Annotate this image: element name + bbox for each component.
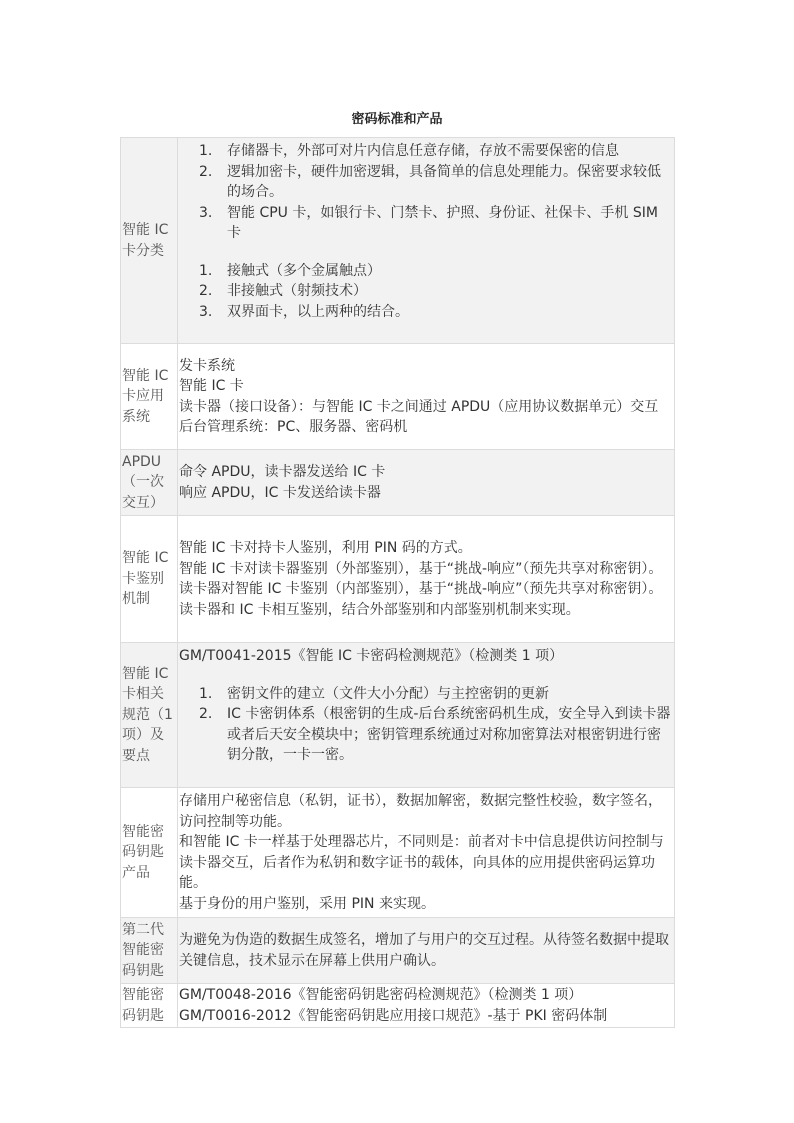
spec-points-list bbox=[179, 684, 673, 766]
text-line: 智能 IC 卡对读卡器鉴别（外部鉴别），基于“挑战-响应”（预先共享对称密钥）。 bbox=[179, 560, 663, 577]
interface-type-list bbox=[179, 261, 673, 323]
text-line: 命令 APDU，读卡器发送给 IC 卡 bbox=[179, 464, 386, 480]
table-row bbox=[121, 984, 675, 1028]
row-label: 智能 IC 卡相关规范（1 项）及要点 bbox=[121, 643, 178, 788]
text-line: 后台管理系统：PC、服务器、密码机 bbox=[179, 419, 408, 435]
list-item: 2. 逻辑加密卡，硬件加密逻辑，具备简单的信息处理能力。保密要求较低的场合。 bbox=[199, 163, 661, 200]
list-item: 1. 存储器卡，外部可对片内信息任意存储，存放不需要保密的信息 bbox=[199, 143, 619, 159]
row-content bbox=[178, 643, 675, 788]
list-item: 1. 密钥文件的建立（文件大小分配）与主控密钥的更新 bbox=[199, 685, 549, 702]
text-line: 智能 IC 卡对持卡人鉴别，利用 PIN 码的方式。 bbox=[179, 540, 472, 556]
row-label: 智能 IC 卡应用系统 bbox=[121, 344, 178, 450]
list-item: 3. 双界面卡，以上两种的结合。 bbox=[199, 303, 409, 320]
text-line: 存储用户秘密信息（私钥，证书），数据加解密，数据完整性校验，数字签名，访问控制等功能。 bbox=[179, 793, 662, 830]
text-line: 响应 APDU，IC 卡发送给读卡器 bbox=[179, 484, 381, 501]
text-line: 发卡系统 bbox=[179, 357, 235, 374]
text-line: 读卡器和 IC 卡相互鉴别，结合外部鉴别和内部鉴别机制来实现。 bbox=[179, 601, 580, 618]
text-line: 和智能 IC 卡一样基于处理器芯片，不同则是：前者对卡中信息提供访问控制与读卡器交互，后者作为私钥和数字证书的载体，向具体的应用提供密码运算功能。 bbox=[179, 834, 664, 891]
card-type-list bbox=[179, 141, 673, 244]
text-line: 为避免为伪造的数据生成签名，增加了与用户的交互过程。从待签名数据中提取关键信息，技术显示在屏幕上供用户确认。 bbox=[179, 932, 669, 969]
table-row bbox=[121, 918, 675, 984]
table-row bbox=[121, 643, 675, 788]
standards-table bbox=[120, 137, 675, 1028]
text-line: GM/T0016-2012《智能密码钥匙应用接口规范》-基于 PKI 密码体制 bbox=[179, 1007, 608, 1024]
table-row bbox=[121, 344, 675, 450]
row-content bbox=[178, 788, 675, 918]
row-label: 智能密码钥匙产品 bbox=[121, 788, 178, 918]
text-line: 读卡器（接口设备）：与智能 IC 卡之间通过 APDU（应用协议数据单元）交互 bbox=[179, 398, 659, 415]
row-label: 智能 IC 卡鉴别机制 bbox=[121, 516, 178, 643]
row-label: 智能 IC 卡分类 bbox=[121, 138, 178, 344]
text-line: 基于身份的用户鉴别，采用 PIN 来实现。 bbox=[179, 895, 435, 912]
row-label: 智能密码钥匙 bbox=[121, 984, 178, 1028]
page-title: 密码标准和产品 bbox=[351, 112, 443, 127]
row-content bbox=[178, 516, 675, 643]
list-item: 2. 非接触式（射频技术） bbox=[199, 283, 367, 299]
table-row bbox=[121, 450, 675, 516]
row-label: 第二代智能密码钥匙 bbox=[121, 918, 178, 984]
list-item: 2. IC 卡密钥体系（根密钥的生成-后台系统密码机生成，安全导入到读卡器或者后天安全模块中；密钥管理系统通过对称加密算法对根密钥进行密钥分散，一卡一密。 bbox=[199, 706, 671, 763]
table-row bbox=[121, 138, 675, 344]
spec-heading: GM/T0041-2015《智能 IC 卡密码检测规范》（检测类 1 项） bbox=[179, 648, 564, 664]
table-row bbox=[121, 516, 675, 643]
row-content bbox=[178, 918, 675, 984]
list-item: 1. 接触式（多个金属触点） bbox=[199, 262, 381, 279]
row-content bbox=[178, 984, 675, 1028]
text-line: 读卡器对智能 IC 卡鉴别（内部鉴别），基于“挑战-响应”（预先共享对称密钥）。 bbox=[179, 581, 663, 597]
text-line: 智能 IC 卡 bbox=[179, 378, 244, 394]
row-content bbox=[178, 138, 675, 344]
row-label: APDU（一次交互） bbox=[121, 450, 178, 516]
row-content bbox=[178, 344, 675, 450]
list-item: 3. 智能 CPU 卡，如银行卡、门禁卡、护照、身份证、社保卡、手机 SIM 卡 bbox=[199, 204, 658, 241]
table-row bbox=[121, 788, 675, 918]
row-content bbox=[178, 450, 675, 516]
text-line: GM/T0048-2016《智能密码钥匙密码检测规范》（检测类 1 项） bbox=[179, 987, 583, 1003]
